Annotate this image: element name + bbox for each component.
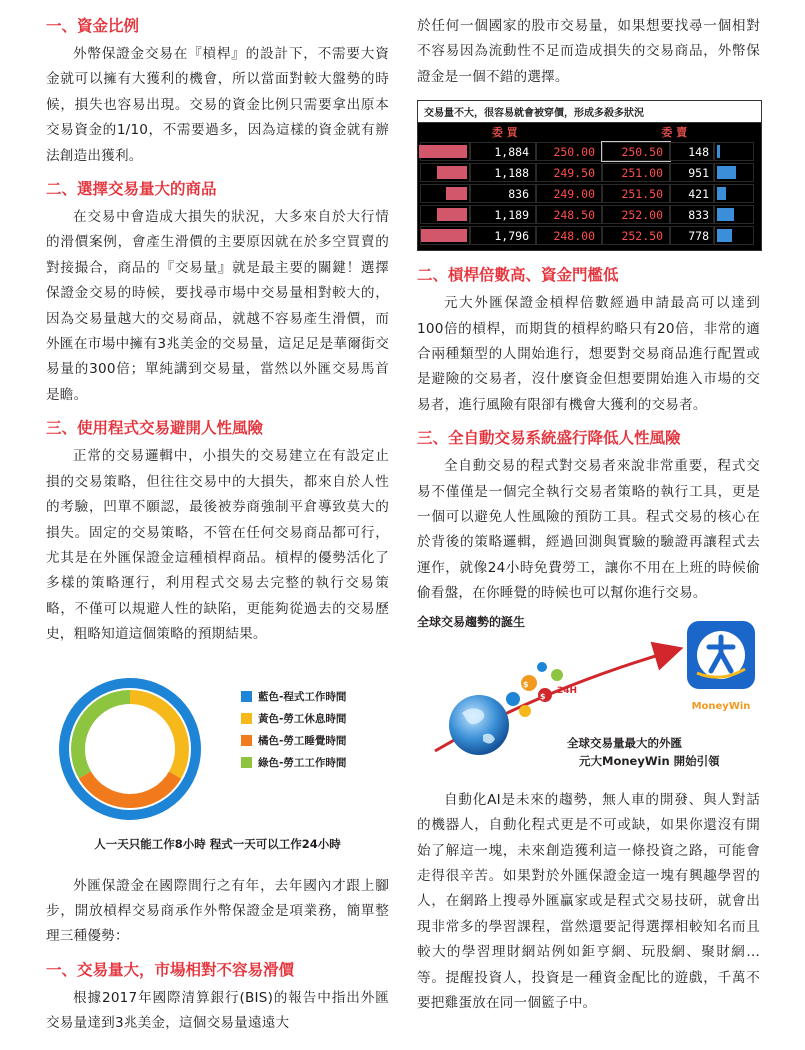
paragraph-capital-ratio: 外幣保證金交易在『槓桿』的設計下，不需要大資金就可以擁有大獲利的機會，所以當面對較大盤勢的時候，損失也容易出現。交易的資金比例只需要拿出原本交易資金的1/10，不需要過多，因為這樣的資金就有辦法創造出獲利。 (46, 46, 389, 164)
section-heading-leverage: 二、槓桿倍數高、資金門檻低 (417, 266, 619, 285)
order-book-row (420, 225, 759, 246)
bid-quantity: 1,884 (470, 142, 536, 161)
svg-text:$: $ (540, 691, 546, 701)
ask-header: 委 賣 (661, 126, 688, 140)
work-time-donut (46, 674, 216, 824)
ask-volume-bar (714, 184, 754, 203)
ask-price: 251.50 (602, 184, 670, 203)
bid-price: 248.50 (536, 205, 602, 224)
paragraph-high-volume: 在交易中會造成大損失的狀況，大多來自於大行情的滑價案例，會產生滑價的主要原因就在於多空買賣的對接撮合，商品的『交易量』就是最主要的關鍵！選擇保證金交易的時候，要找尋市場中交易量相對較大的，因為交易量越大的交易商品，就越不容易產生滑價，而外匯在市場中擁有3兆美金的交易量，這足足是華爾街交易量的300倍；單純講到交易量，當然以外匯交易馬首是瞻。 (46, 209, 389, 403)
paragraph-liquidity-continued: 於任何一個國家的股市交易量，如果想要找尋一個相對不容易因為流動性不足而造成損失的交易商品，外幣保證金是一個不錯的選擇。 (417, 18, 760, 85)
legend-item: 藍色-程式工作時間 (241, 686, 346, 708)
ask-price: 252.50 (602, 226, 670, 245)
section-heading-program-trading: 三、使用程式交易避開人性風險 (46, 419, 264, 438)
order-book-rows (420, 141, 759, 246)
figure-caption-line2: 元大MoneyWin 開始引領 (579, 753, 720, 768)
app-label: MoneyWin (691, 700, 751, 712)
legend-swatch-yellow (241, 713, 252, 724)
bid-quantity: 1,796 (470, 226, 536, 245)
order-book-table (417, 100, 762, 251)
work-time-donut-figure (46, 674, 389, 824)
section-heading-high-volume: 二、選擇交易量大的商品 (46, 180, 217, 199)
global-trend-figure (417, 613, 760, 788)
bid-volume-bar (420, 205, 470, 224)
order-book-header (420, 125, 759, 141)
bid-quantity: 1,189 (470, 205, 536, 224)
legend-item: 綠色-勞工工作時間 (241, 752, 346, 774)
24h-badge: 24H (557, 685, 578, 696)
coin-icon (506, 692, 520, 706)
paragraph-liquidity: 根據2017年國際清算銀行(BIS)的報告中指出外匯交易量達到3兆美金，這個交易量遠遠大 (46, 989, 389, 1032)
paragraph-leverage: 元大外匯保證金槓桿倍數經過申請最高可以達到100倍的槓桿，而期貨的槓桿約略只有20倍，非常的適合兩種類型的人開始進行，想要對交易商品進行配置或是避險的交易者，沒什麼資金但想要開始進入市場的交易者，進行風險有限卻有機會大獲利的交易者。 (417, 295, 760, 413)
legend-swatch-green (241, 757, 252, 768)
donut-caption: 人一天只能工作8小時 程式一天可以工作24小時 (94, 836, 341, 851)
bid-volume-bar (420, 226, 470, 245)
bid-volume-bar (420, 163, 470, 182)
ask-quantity: 421 (670, 184, 714, 203)
ask-price: 250.50 (602, 142, 670, 161)
ask-volume-bar (714, 205, 754, 224)
figure-title: 全球交易趨勢的誕生 (417, 614, 526, 629)
ask-quantity: 778 (670, 226, 714, 245)
bid-quantity: 836 (470, 184, 536, 203)
ask-volume-bar (714, 163, 754, 182)
order-book-row (420, 183, 759, 204)
paragraph-auto-trading: 全自動交易的程式對交易者來說非常重要，程式交易不僅僅是一個完全執行交易者策略的執行工具，更是一個可以避免人性風險的預防工具。程式交易的核心在於背後的策略邏輯，經過回測與實驗的驗證再讓程式去運作，就像24小時免費勞工，讓你不用在上班的時候偷偷看盤，在你睡覺的時候也可以幫你進行交易。 (417, 458, 760, 602)
order-book-row (420, 162, 759, 183)
coin-icon (519, 705, 531, 717)
order-book-row (420, 141, 759, 162)
paragraph-closing: 自動化AI是未來的趨勢，無人車的開發、與人對話的機器人，自動化程式更是不可或缺，如果你還沒有開始了解這一塊，未來創造獲利這一條投資之路，可能會走得很辛苦。如果對於外匯保證金這一塊有興趣學習的人，在網路上搜尋外匯贏家或是程式交易技研，就會出現非常多的學習課程，當然還要記得選擇相較知名而且較大的學習理財網站例如鉅亨網、玩股網、聚財網…等。提醒投資人，投資是一種資金配比的遊戲，千萬不要把雞蛋放在同一個籃子中。 (417, 791, 760, 1011)
order-book-title: 交易量不大，很容易就會被穿價，形成多殺多狀況 (418, 101, 761, 123)
bid-volume-bar (420, 184, 470, 203)
order-book-body (418, 123, 761, 250)
legend-item: 橘色-勞工睡覺時間 (241, 730, 346, 752)
paragraph-intro: 外匯保證金在國際間行之有年，去年國內才跟上腳步，開放槓桿交易商承作外幣保證金是項業務，簡單整理三種優勢： (46, 877, 389, 945)
bid-price: 249.00 (536, 184, 602, 203)
legend-swatch-blue (241, 691, 252, 702)
bid-price: 249.50 (536, 163, 602, 182)
legend-item: 黃色-勞工休息時間 (241, 708, 346, 730)
ask-volume-bar (714, 142, 754, 161)
section-heading-liquidity: 一、交易量大，市場相對不容易滑價 (46, 960, 295, 979)
svg-text:$: $ (523, 679, 529, 689)
ask-quantity: 833 (670, 205, 714, 224)
section-heading-capital-ratio: 一、資金比例 (46, 17, 140, 35)
figure-caption-line1: 全球交易量最大的外匯 (567, 735, 682, 750)
section-heading-auto-trading: 三、全自動交易系統盛行降低人性風險 (417, 429, 681, 448)
coin-icon (537, 662, 547, 672)
ask-volume-bar (714, 226, 754, 245)
ask-price: 251.00 (602, 163, 670, 182)
right-column (417, 14, 760, 1016)
left-column (46, 14, 389, 1037)
paragraph-program-trading: 正常的交易邏輯中，小損失的交易建立在有設定止損的交易策略，但往往交易中的大損失，都來自於人性的考驗，凹單不願認，最後被券商強制平倉導致莫大的損失。固定的交易策略，不管在任何交易商品都可行，尤其是在外匯保證金這種槓桿商品。槓桿的優勢活化了多樣的策略運行，利用程式交易去完整的執行交易策略，不僅可以規避人性的缺陷，更能夠從過去的交易歷史，粗略知道這個策略的預期結果。 (46, 448, 389, 643)
ask-quantity: 148 (670, 142, 714, 161)
bid-price: 250.00 (536, 142, 602, 161)
globe-icon (449, 695, 509, 755)
ask-price: 252.00 (602, 205, 670, 224)
bid-price: 248.00 (536, 226, 602, 245)
bid-quantity: 1,188 (470, 163, 536, 182)
moneywin-app-icon (685, 619, 757, 705)
legend-swatch-orange (241, 735, 252, 746)
order-book-row (420, 204, 759, 225)
ask-quantity: 951 (670, 163, 714, 182)
bid-header: 委 買 (491, 126, 518, 140)
donut-legend (241, 686, 346, 774)
bid-volume-bar (420, 142, 470, 161)
coin-icon (551, 669, 563, 681)
